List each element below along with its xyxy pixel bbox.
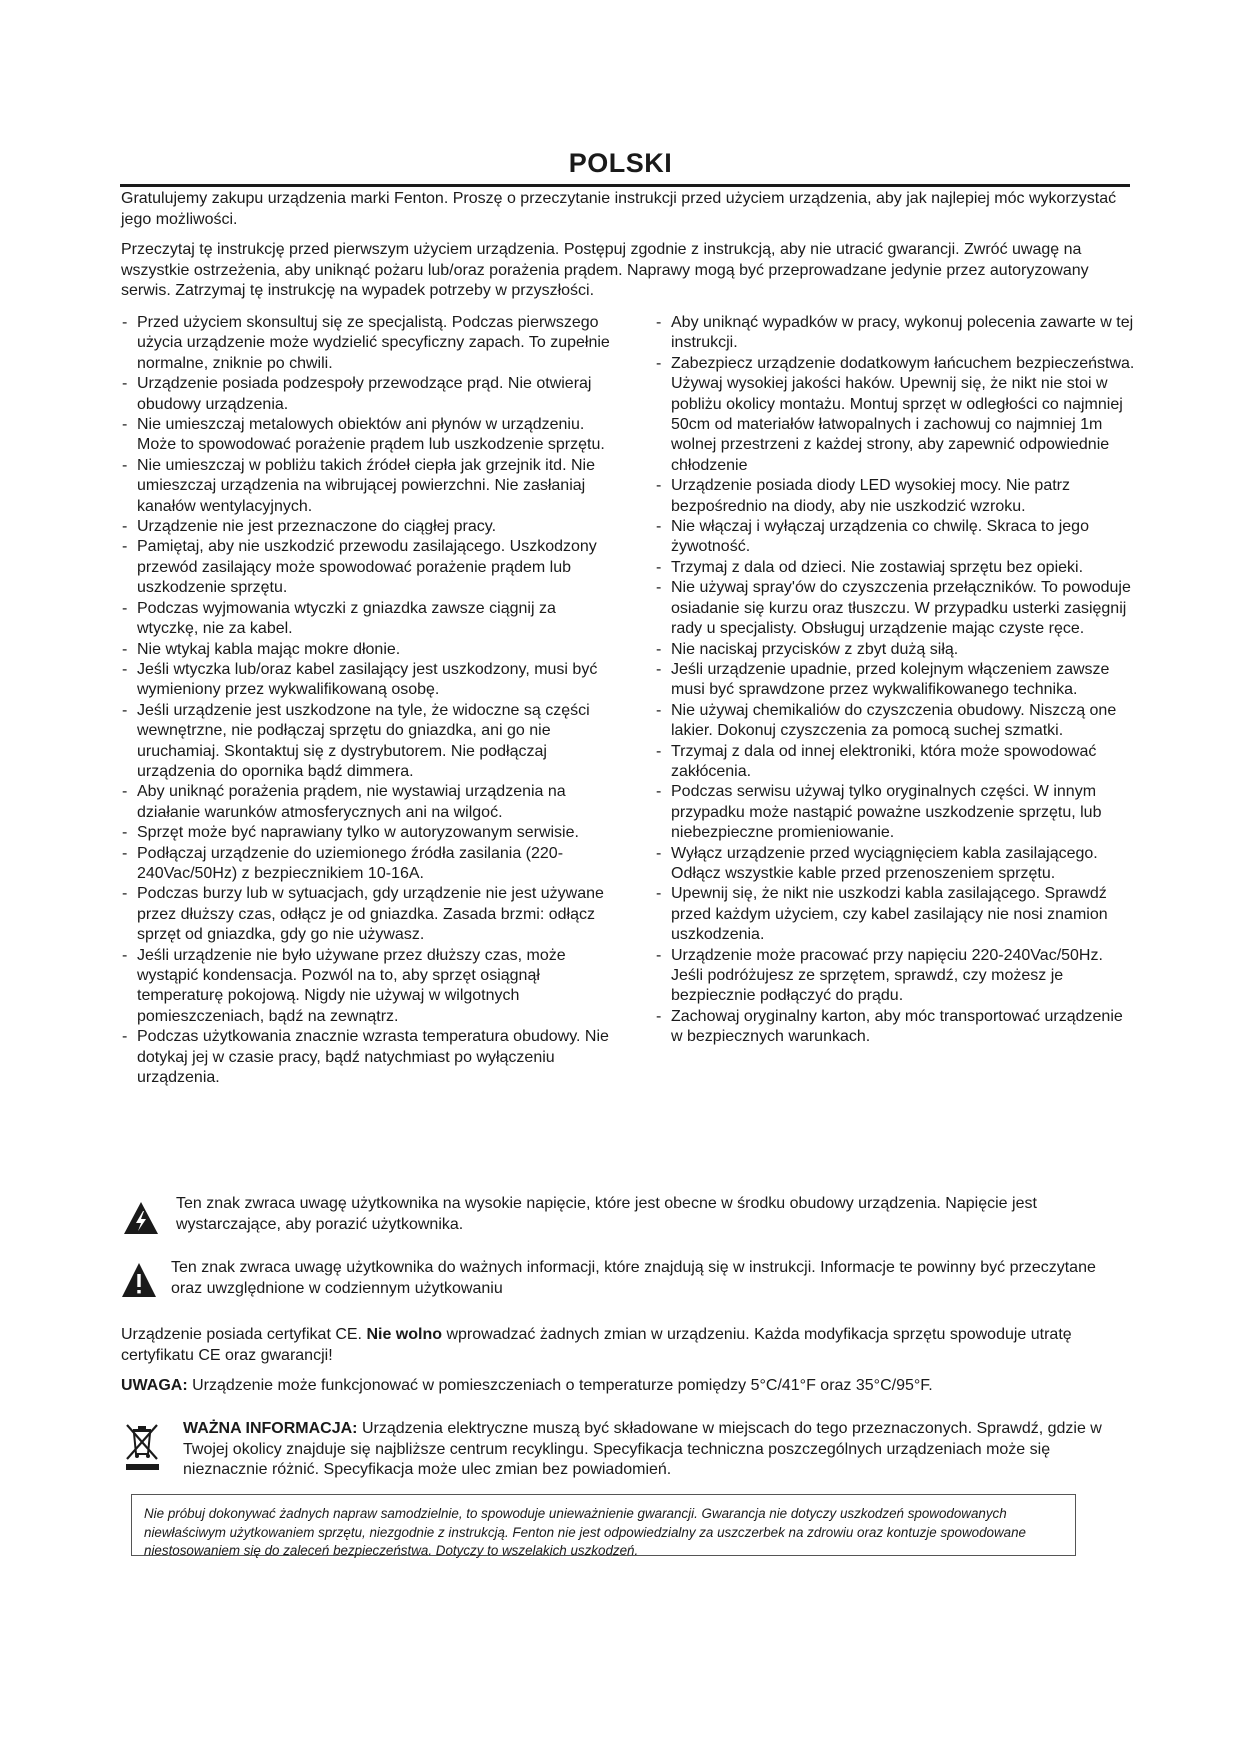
warranty-notice-box: Nie próbuj dokonywać żadnych napraw samodzielnie, to spowoduje unieważnienie gwarancji. Gwarancja nie dotyczy uszkodzeń spowodowanych niewłaściwym użytkowaniem sprzętu, niezgodnie z instrukcją. Fenton nie jest odpowiedzialny za uszczerbek na zdrowiu oraz kontuzje spowodowane niestosowaniem się do zaleceń bezpieczeństwa. Dotyczy to wszelakich uszkodzeń. bbox=[131, 1494, 1076, 1556]
uwaga-paragraph bbox=[121, 1376, 1131, 1397]
list-item: - Nie naciskaj przycisków z zbyt dużą siłą. bbox=[655, 640, 1135, 660]
voltage-warning-row bbox=[121, 1193, 1131, 1243]
list-item: - Jeśli urządzenie upadnie, przed kolejnym włączeniem zawsze musi być sprawdzone przez wykwalifikowanego technika. bbox=[655, 660, 1135, 701]
ce-bold-text: Nie wolno bbox=[366, 1326, 443, 1343]
list-item: - Aby uniknąć wypadków w pracy, wykonuj polecenia zawarte w tej instrukcji. bbox=[655, 313, 1135, 354]
safety-list-right bbox=[655, 313, 1135, 1048]
list-item: - Zabezpiecz urządzenie dodatkowym łańcuchem bezpieczeństwa. Używaj wysokiej jakości haków. Upewnij się, że nikt nie stoi w pobliżu okolicy montażu. Montuj sprzęt w odległości co najmniej 50cm od materiałów łatwopalnych i zachowuj co najmniej 1m wolnej przestrzeni z każdej strony, aby zapewnić odpowiednie chłodzenie bbox=[655, 354, 1135, 476]
ce-text-start: Urządzenie posiada certyfikat CE. bbox=[121, 1326, 367, 1343]
list-item: - Podczas wyjmowania wtyczki z gniazdka zawsze ciągnij za wtyczkę, nie za kabel. bbox=[121, 599, 611, 640]
list-item: - Aby uniknąć porażenia prądem, nie wystawiaj urządzenia na działanie warunków atmosferycznych ani na wilgoć. bbox=[121, 782, 611, 823]
high-voltage-warning-icon bbox=[123, 1201, 159, 1235]
list-item: - Upewnij się, że nikt nie uszkodzi kabla zasilającego. Sprawdź przed każdym użyciem, czy kabel zasilający nie nosi znamion uszkodzenia. bbox=[655, 884, 1135, 945]
recycling-info-row bbox=[121, 1419, 1131, 1483]
list-item: - Trzymaj z dala od dzieci. Nie zostawiaj sprzętu bez opieki. bbox=[655, 558, 1135, 578]
ce-paragraph bbox=[121, 1325, 1131, 1366]
list-item: - Podczas użytkowania znacznie wzrasta temperatura obudowy. Nie dotykaj jej w czasie pracy, bądź natychmiast po wyłączeniu urządzenia. bbox=[121, 1027, 611, 1088]
uwaga-text: Urządzenie może funkcjonować w pomieszczeniach o temperaturze pomiędzy 5°C/41°F oraz 35°C/95°F. bbox=[187, 1377, 933, 1394]
list-item: - Nie włączaj i wyłączaj urządzenia co chwilę. Skraca to jego żywotność. bbox=[655, 517, 1135, 558]
list-item: - Nie umieszczaj metalowych obiektów ani płynów w urządzeniu. Może to spowodować porażenie prądem lub uszkodzenie sprzętu. bbox=[121, 415, 611, 456]
crossed-bin-icon bbox=[125, 1421, 159, 1471]
list-item: - Pamiętaj, aby nie uszkodzić przewodu zasilającego. Uszkodzony przewód zasilający może spowodować porażenie prądem lub uszkodzenie sprzętu. bbox=[121, 537, 611, 598]
list-item: - Trzymaj z dala od innej elektroniki, która może spowodować zakłócenia. bbox=[655, 742, 1135, 783]
list-item: - Urządzenie posiada diody LED wysokiej mocy. Nie patrz bezpośrednio na diody, aby nie uszkodzić wzroku. bbox=[655, 476, 1135, 517]
voltage-warning-text: Ten znak zwraca uwagę użytkownika na wysokie napięcie, które jest obecne w środku obudowy urządzenia. Napięcie jest wystarczające, aby porazić użytkownika. bbox=[176, 1195, 1037, 1233]
list-item: - Jeśli urządzenie jest uszkodzone na tyle, że widoczne są części wewnętrzne, nie podłączaj sprzętu do gniazdka, ani go nie uruchamiaj. Skontaktuj się z dystrybutorem. Nie podłączaj urządzenia do opornika bądź dimmera. bbox=[121, 701, 611, 783]
list-item: - Nie wtykaj kabla mając mokre dłonie. bbox=[121, 640, 611, 660]
intro-paragraph: Gratulujemy zakupu urządzenia marki Fenton. Proszę o przeczytanie instrukcji przed użyciem urządzenia, aby jak najlepiej móc wykorzystać jego możliwości. bbox=[121, 190, 1117, 228]
list-item: - Nie używaj spray'ów do czyszczenia przełączników. To powoduje osiadanie się kurzu oraz tłuszczu. W przypadku usterki zasięgnij rady u specjalisty. Obsługuj urządzenie mając czyste ręce. bbox=[655, 578, 1135, 639]
wazna-text: Urządzenia elektryczne muszą być składowane w miejscach do tego przeznaczonych. Sprawdź, gdzie w Twojej okolicy znajduje się najbliższe centrum recyklingu. Specyfikacja techniczna poszczególnych urządzeniach może się nieznacznie różnić. Specyfikacja może ulec zmian bez powiadomień. bbox=[183, 1420, 1102, 1478]
ce-text-end: wprowadzać żadnych zmian w urządzeniu. Każda modyfikacja sprzętu spowoduje utratę certyfikatu CE oraz gwarancji! bbox=[121, 1326, 1072, 1364]
list-item: - Podczas burzy lub w sytuacjach, gdy urządzenie nie jest używane przez dłuższy czas, odłącz je od gniazdka. Zasada brzmi: odłącz sprzęt od gniazdka, gdy go nie używasz. bbox=[121, 884, 611, 945]
list-item: - Zachowaj oryginalny karton, aby móc transportować urządzenie w bezpiecznych warunkach. bbox=[655, 1007, 1135, 1048]
list-item: - Urządzenie nie jest przeznaczone do ciągłej pracy. bbox=[121, 517, 611, 537]
safety-list-left bbox=[121, 313, 611, 1088]
list-item: - Urządzenie może pracować przy napięciu 220-240Vac/50Hz. Jeśli podróżujesz ze sprzętem, sprawdź, czy możesz je bezpiecznie podłączyć do prądu. bbox=[655, 946, 1135, 1007]
title-divider bbox=[120, 184, 1130, 187]
list-item: - Podczas serwisu używaj tylko oryginalnych części. W innym przypadku może nastąpić poważne uszkodzenie sprzętu, lub niebezpieczne promieniowanie. bbox=[655, 782, 1135, 843]
exclamation-warning-icon bbox=[121, 1262, 157, 1298]
list-item: - Jeśli wtyczka lub/oraz kabel zasilający jest uszkodzony, musi być wymieniony przez wykwalifikowaną osobę. bbox=[121, 660, 611, 701]
list-item: - Przed użyciem skonsultuj się ze specjalistą. Podczas pierwszego użycia urządzenie może wydzielić specyficzny zapach. To zupełnie normalne, zniknie po chwili. bbox=[121, 313, 611, 374]
list-item: - Wyłącz urządzenie przed wyciągnięciem kabla zasilającego. Odłącz wszystkie kable przed przenoszeniem sprzętu. bbox=[655, 844, 1135, 885]
recycling-info-text bbox=[183, 1419, 1133, 1481]
list-item: - Podłączaj urządzenie do uziemionego źródła zasilania (220-240Vac/50Hz) z bezpiecznikiem 10-16A. bbox=[121, 844, 611, 885]
list-item: - Urządzenie posiada podzespoły przewodzące prąd. Nie otwieraj obudowy urządzenia. bbox=[121, 374, 611, 415]
info-warning-text: Ten znak zwraca uwagę użytkownika do ważnych informacji, które znajdują się w instrukcji. Informacje te powinny być przeczytane oraz uwzględnione w codziennym użytkowaniu bbox=[171, 1259, 1096, 1297]
list-item: - Nie używaj chemikaliów do czyszczenia obudowy. Niszczą one lakier. Dokonuj czyszczenia za pomocą suchej szmatki. bbox=[655, 701, 1135, 742]
page-title: POLSKI bbox=[568, 148, 673, 178]
uwaga-label: UWAGA: bbox=[121, 1377, 188, 1394]
wazna-label: WAŻNA INFORMACJA: bbox=[183, 1420, 358, 1437]
list-item: - Jeśli urządzenie nie było używane przez dłuższy czas, może wystąpić kondensacja. Pozwól na to, aby sprzęt osiągnął temperaturę pokojową. Nigdy nie używaj w wilgotnych pomieszczeniach, bądź na zewnątrz. bbox=[121, 946, 611, 1028]
list-item: - Sprzęt może być naprawiany tylko w autoryzowanym serwisie. bbox=[121, 823, 611, 843]
instructions-paragraph: Przeczytaj tę instrukcję przed pierwszym użyciem urządzenia. Postępuj zgodnie z instrukcją, aby nie utracić gwarancji. Zwróć uwagę na wszystkie ostrzeżenia, aby uniknąć pożaru lub/oraz porażenia prądem. Naprawy mogą być przeprowadzane jedynie przez autoryzowany serwis. Zatrzymaj tę instrukcję na wypadek potrzeby w przyszłości. bbox=[121, 241, 1089, 299]
list-item: - Nie umieszczaj w pobliżu takich źródeł ciepła jak grzejnik itd. Nie umieszczaj urządzenia na wibrującej powierzchni. Nie zasłaniaj kanałów wentylacyjnych. bbox=[121, 456, 611, 517]
info-warning-row bbox=[121, 1257, 1131, 1307]
